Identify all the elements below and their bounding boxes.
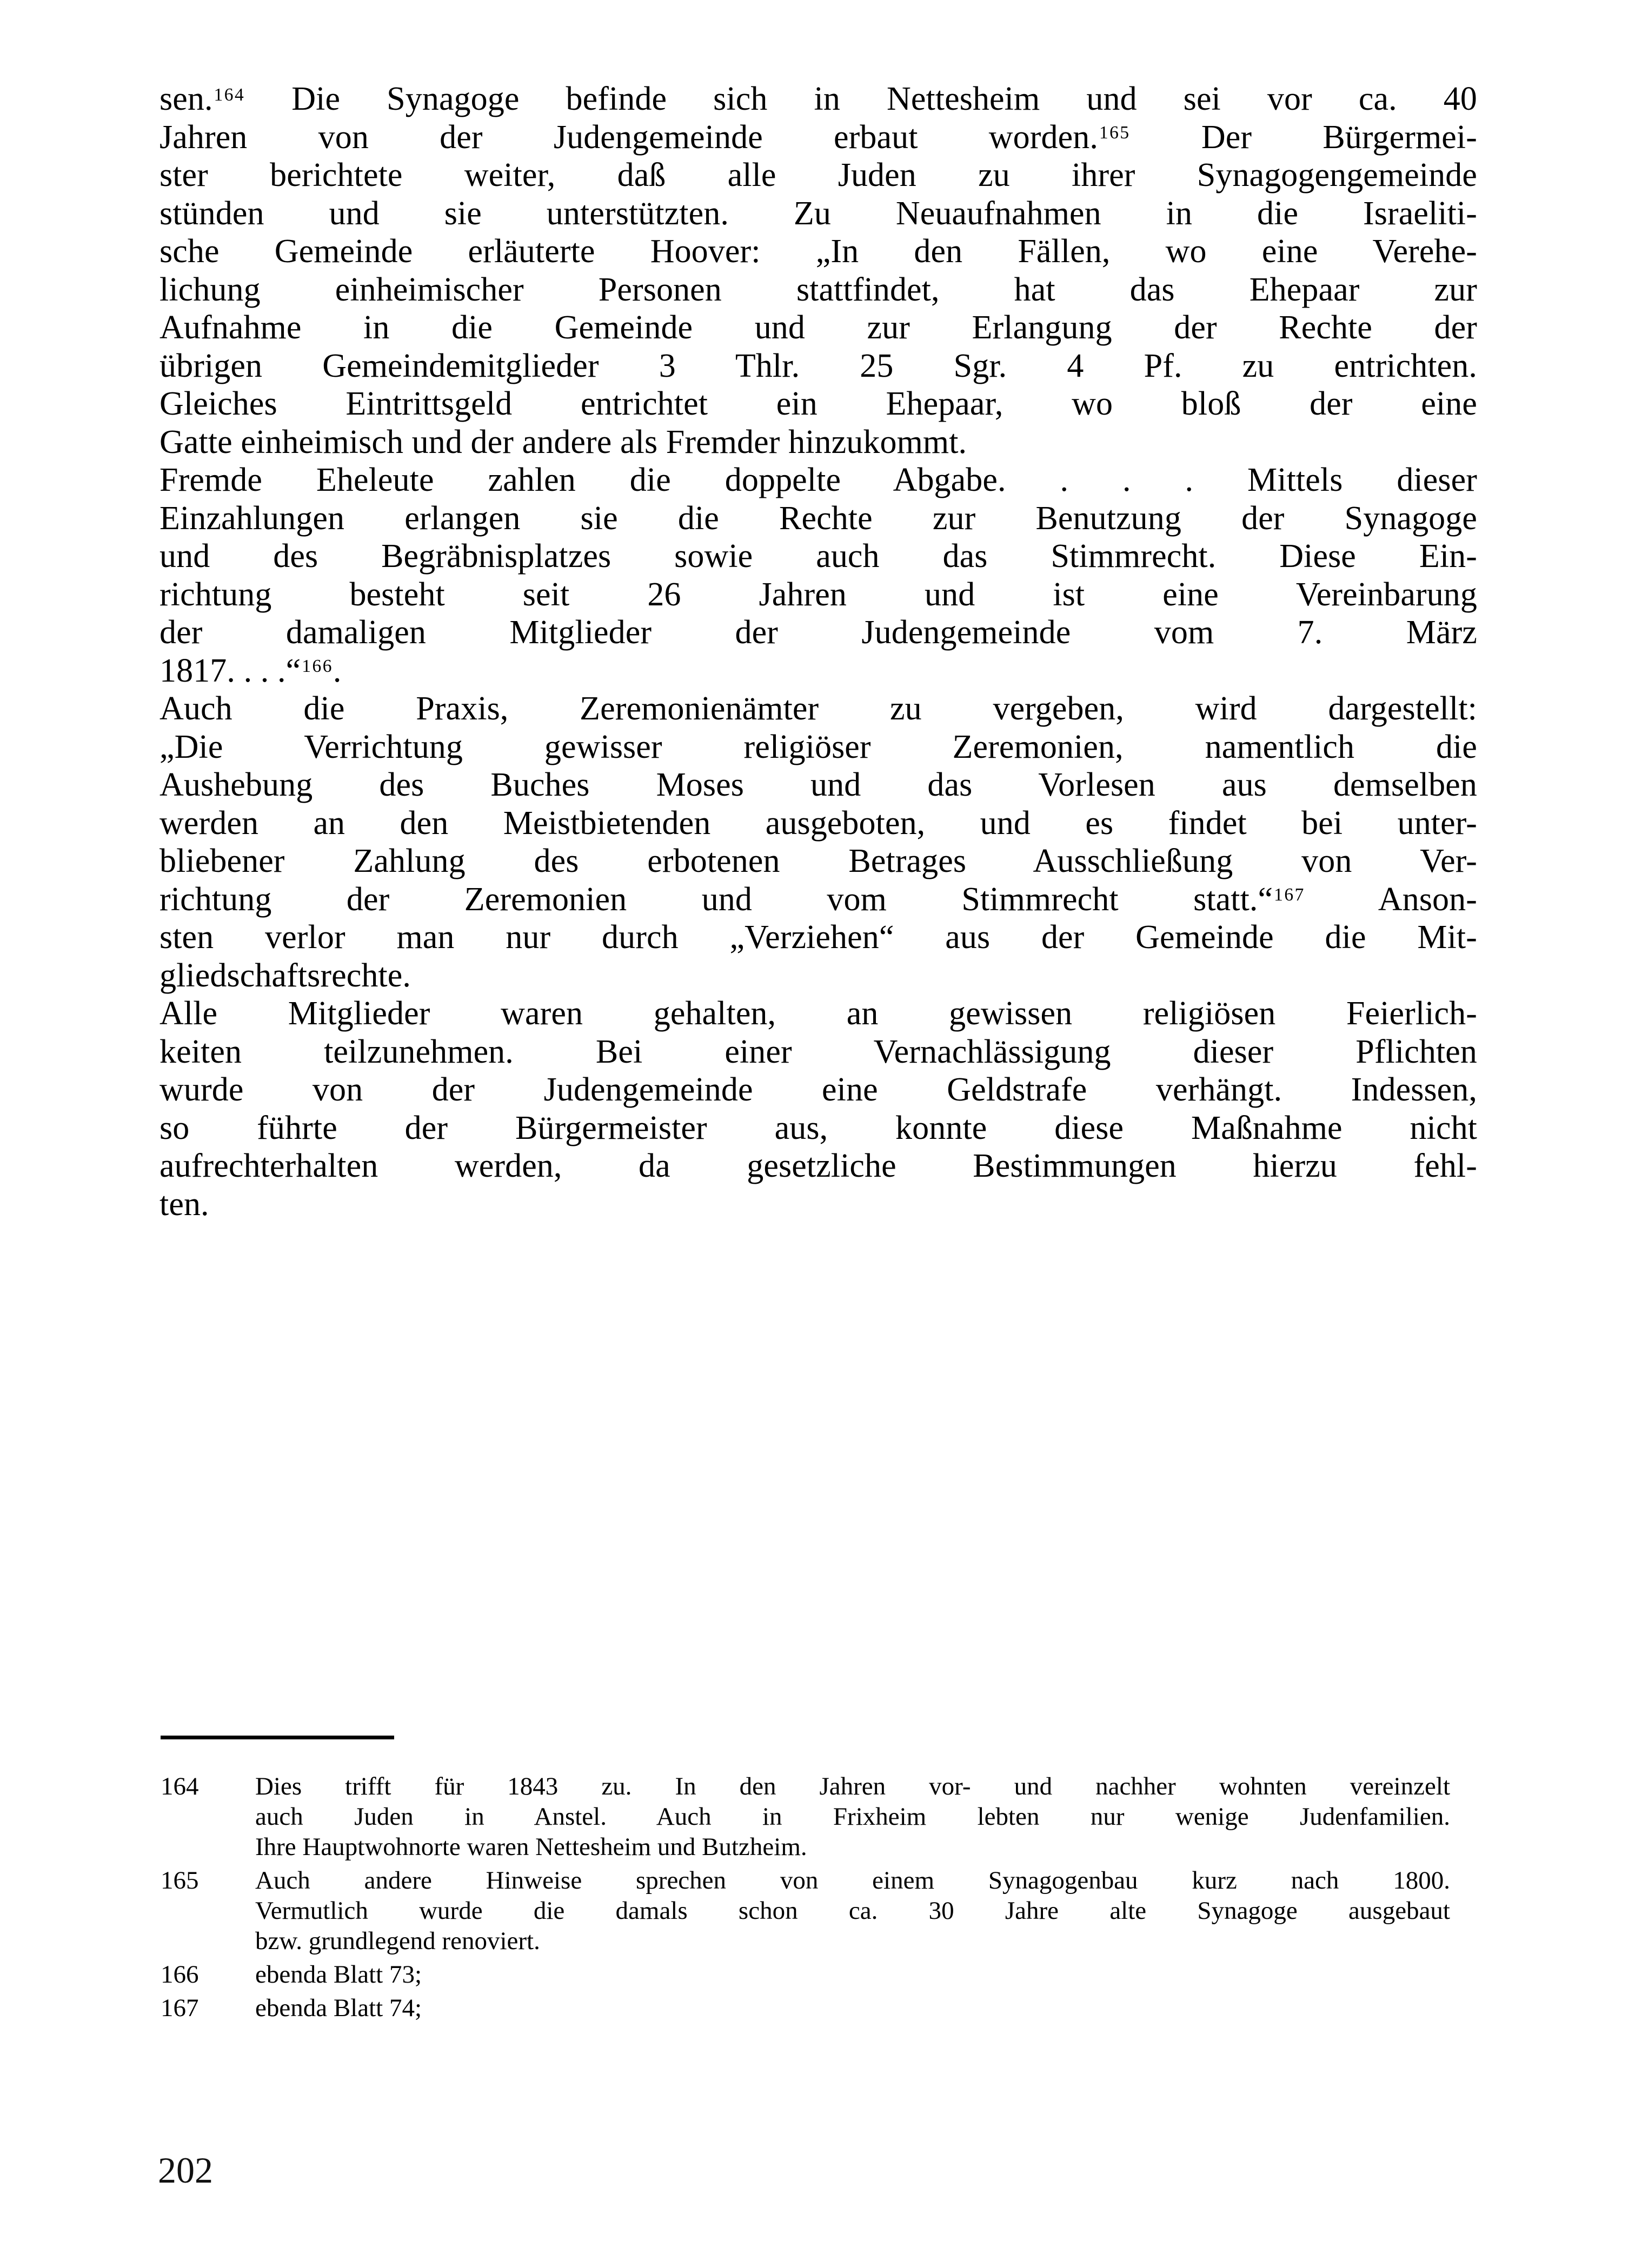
text-line: „Die Verrichtung gewisser religiöser Zeremonien, namentlich die [159, 728, 1477, 765]
footnote-line: auch Juden in Anstel. Auch in Frixheim lebten nur wenige Judenfamilien. [255, 1803, 1450, 1831]
footnote-item [161, 1771, 1450, 1862]
footnote-reference[interactable]: 166 [302, 656, 333, 677]
body-paragraph [159, 995, 1477, 1223]
body-paragraph [159, 690, 1477, 995]
text-line: ten. [159, 1185, 209, 1223]
footnote-reference[interactable]: 167 [1274, 885, 1305, 905]
text-line: übrigen Gemeindemitglieder 3 Thlr. 25 Sgr. 4 Pf. zu entrichten. [159, 347, 1477, 384]
text-line: Aushebung des Buches Moses und das Vorlesen aus demselben [159, 766, 1477, 803]
footnote-text [255, 1771, 1450, 1862]
text-line: und des Begräbnisplatzes sowie auch das Stimmrecht. Diese Ein- [159, 538, 1477, 575]
footnote-text [255, 1959, 1450, 1990]
footnote-line: bzw. grundlegend renoviert. [255, 1927, 540, 1955]
footnote-item [161, 1959, 1450, 1990]
text-line: keiten teilzunehmen. Bei einer Vernachlässigung dieser Pflichten [159, 1033, 1477, 1070]
text-line: Gatte einheimisch und der andere als Fremder hinzukommt. [159, 423, 967, 461]
footnote-item [161, 1865, 1450, 1956]
text-line: so führte der Bürgermeister aus, konnte diese Maßnahme nicht [159, 1109, 1477, 1146]
text-line: Fremde Eheleute zahlen die doppelte Abgabe. . . . Mittels dieser [159, 462, 1477, 498]
text-line: der damaligen Mitglieder der Judengemeinde vom 7. März [159, 614, 1477, 651]
body-paragraph [159, 461, 1477, 690]
text-line: Auch die Praxis, Zeremonienämter zu vergeben, wird dargestellt: [159, 690, 1477, 727]
body-paragraph [159, 80, 1477, 461]
footnote-line: ebenda Blatt 73; [255, 1960, 422, 1989]
footnote-text [255, 1865, 1450, 1956]
text-line: ster berichtete weiter, daß alle Juden zu ihrer Synagogengemeinde [159, 157, 1477, 194]
text-line: aufrechterhalten werden, da gesetzliche Bestimmungen hierzu fehl- [159, 1148, 1477, 1184]
footnote-reference[interactable]: 164 [214, 84, 245, 105]
text-line: 1817. . . .“$^{166}$. [159, 652, 342, 689]
text-line: lichung einheimischer Personen stattfindet, hat das Ehepaar zur [159, 271, 1477, 308]
text-line: sche Gemeinde erläuterte Hoover: „In den Fällen, wo eine Verehe- [159, 233, 1477, 270]
text-line: richtung besteht seit 26 Jahren und ist eine Vereinbarung [159, 576, 1477, 613]
text-line: Alle Mitglieder waren gehalten, an gewissen religiösen Feierlich- [159, 995, 1477, 1032]
footnote-line: Vermutlich wurde die damals schon ca. 30 Jahre alte Synagoge ausgebaut [255, 1897, 1450, 1925]
footnote-number: 165 [161, 1866, 199, 1895]
footnote-list [161, 1771, 1450, 2026]
text-line: werden an den Meistbietenden ausgeboten, und es findet bei unter- [159, 804, 1477, 842]
text-line: bliebener Zahlung des erbotenen Betrages Ausschließung von Ver- [159, 843, 1477, 879]
footnote-separator-rule [161, 1736, 394, 1739]
page-number: 202 [158, 2150, 213, 2191]
text-line: wurde von der Judengemeinde eine Geldstrafe verhängt. Indessen, [159, 1071, 1477, 1108]
footnote-line: Ihre Hauptwohnorte waren Nettesheim und Butzheim. [255, 1833, 807, 1861]
text-line: Einzahlungen erlangen sie die Rechte zur Benutzung der Synagoge [159, 499, 1477, 537]
footnote-text [255, 1993, 1450, 2023]
text-line: Gleiches Eintrittsgeld entrichtet ein Ehepaar, wo bloß der eine [159, 385, 1477, 422]
footnote-number: 166 [161, 1960, 199, 1989]
text-line: stünden und sie unterstützten. Zu Neuaufnahmen in die Israeliti- [159, 195, 1477, 232]
footnote-item [161, 1993, 1450, 2023]
text-line: richtung der Zeremonien und vom Stimmrecht statt.“$^{167}$ Anson- [159, 880, 1477, 918]
body-text-block [159, 80, 1477, 1223]
text-line: gliedschaftsrechte. [159, 957, 411, 994]
footnote-line: Dies trifft für 1843 zu. In den Jahren vor- und nachher wohnten vereinzelt [255, 1772, 1450, 1800]
footnote-number: 164 [161, 1772, 199, 1800]
text-line: sen.$^{164}$ Die Synagoge befinde sich in Nettesheim und sei vor ca. 40 [159, 81, 1477, 117]
text-line: sten verlor man nur durch „Verziehen“ aus der Gemeinde die Mit- [159, 919, 1477, 956]
footnote-number: 167 [161, 1994, 199, 2022]
footnote-line: Auch andere Hinweise sprechen von einem Synagogenbau kurz nach 1800. [255, 1866, 1450, 1895]
footnote-reference[interactable]: 165 [1099, 123, 1131, 143]
text-line: Jahren von der Judengemeinde erbaut worden.$^{165}$ Der Bürgermei- [159, 118, 1478, 156]
text-line: Aufnahme in die Gemeinde und zur Erlangung der Rechte der [159, 309, 1477, 346]
footnote-line: ebenda Blatt 74; [255, 1994, 422, 2022]
